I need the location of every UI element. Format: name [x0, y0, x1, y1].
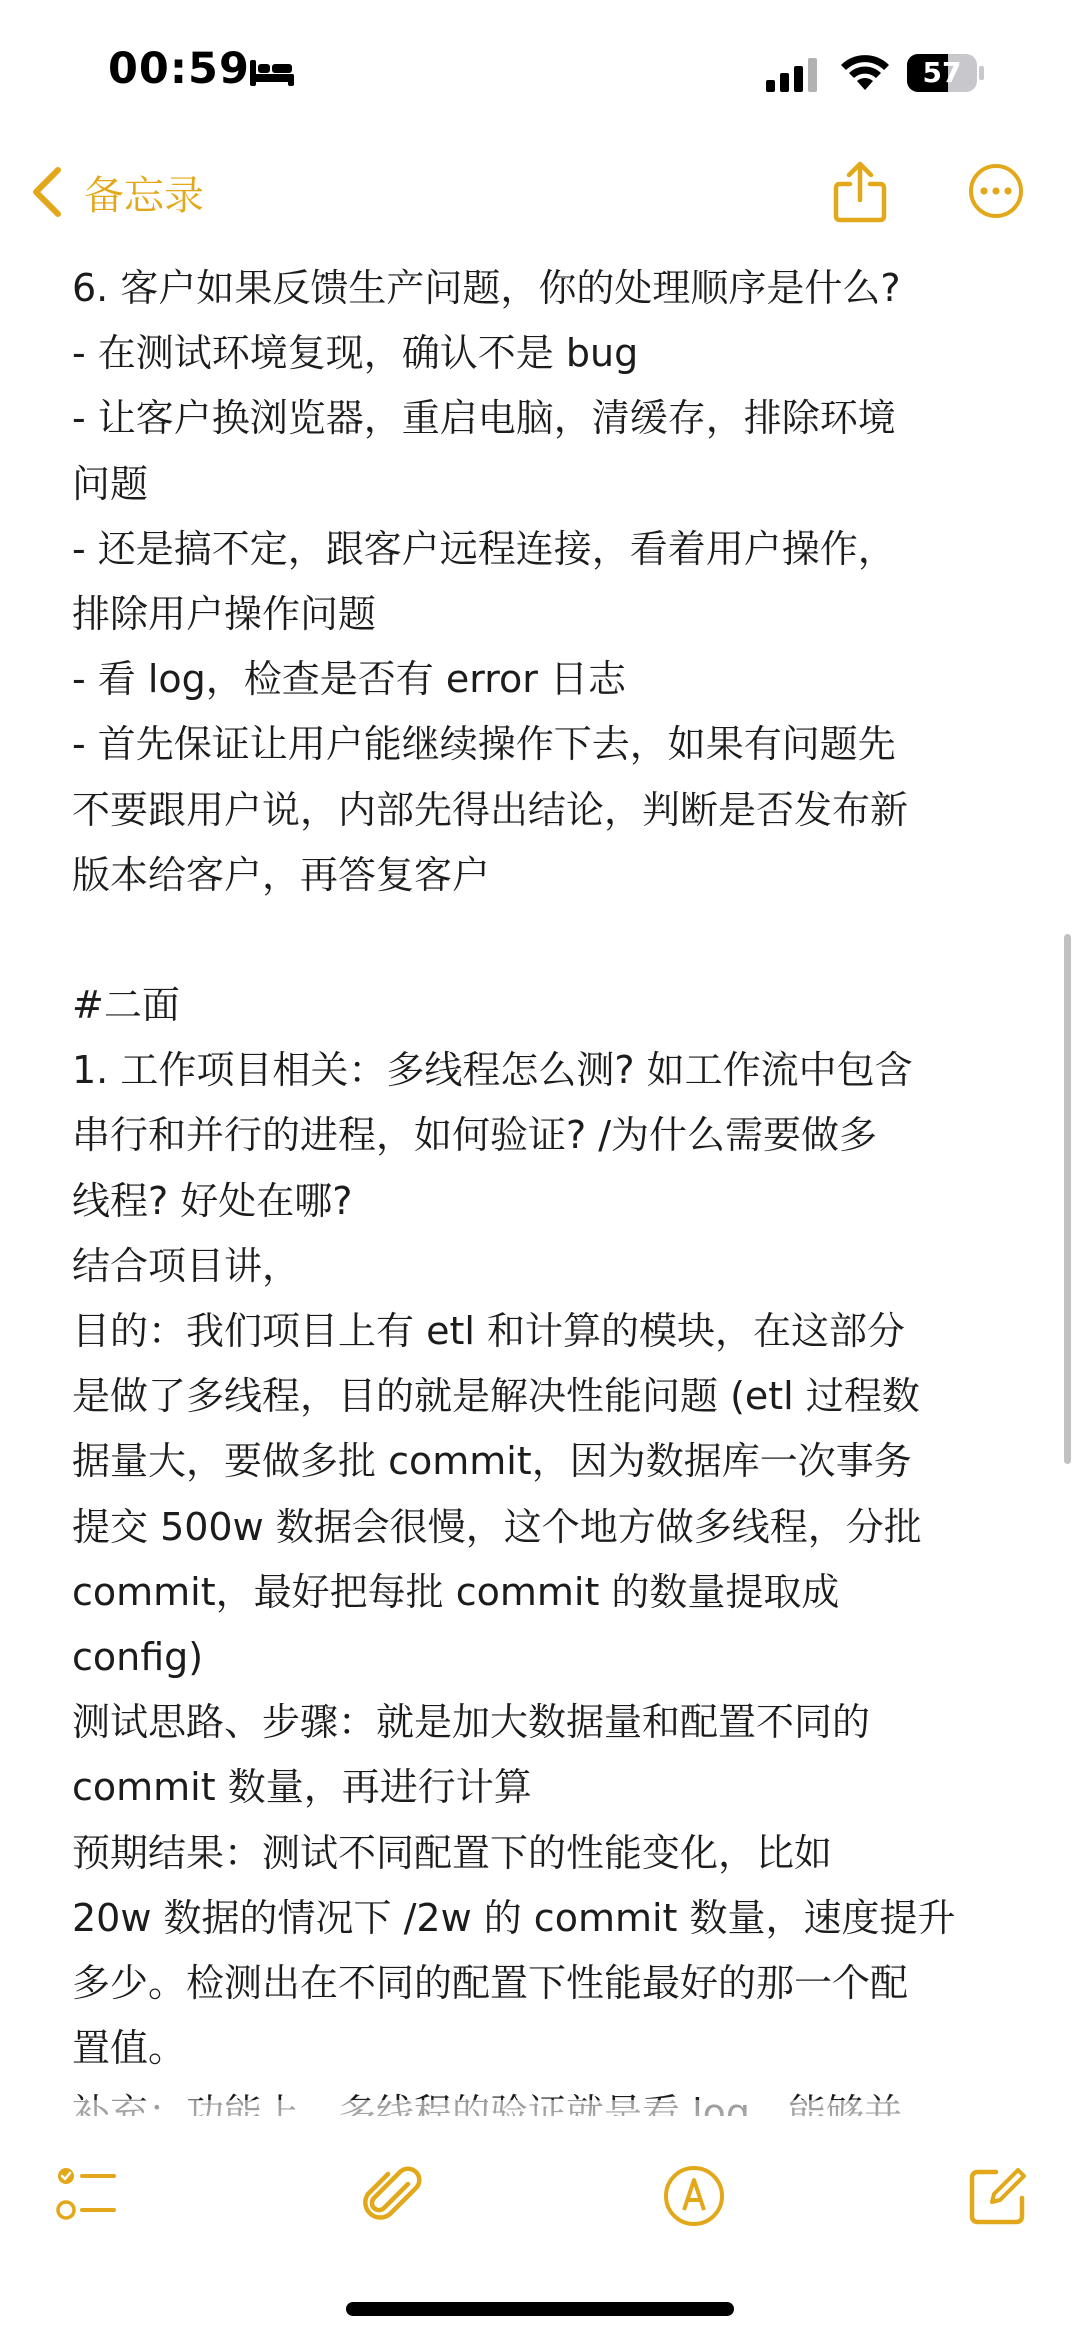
bed-icon	[248, 56, 296, 88]
note-heading: #二面	[72, 983, 180, 1028]
note-line: 线程? 好处在哪?	[72, 1178, 353, 1223]
note-line: 据量大，要做多批 commit，因为数据库一次事务	[72, 1439, 912, 1484]
markup-pen-icon[interactable]	[662, 2164, 726, 2228]
scroll-indicator[interactable]	[1064, 934, 1071, 1464]
note-line: 排除用户操作问题	[72, 591, 377, 636]
note-line: 多少。检测出在不同的配置下性能最好的那一个配	[72, 1960, 909, 2005]
note-line: 问题	[72, 461, 149, 506]
note-line: 串行和并行的进程，如何验证? /为什么需要做多	[72, 1113, 878, 1158]
note-line: config)	[72, 1634, 204, 1679]
note-line: 是做了多线程，目的就是解决性能问题 (etl 过程数	[72, 1374, 920, 1419]
home-indicator[interactable]	[346, 2302, 734, 2316]
share-icon[interactable]	[832, 160, 888, 224]
checklist-icon[interactable]	[54, 2164, 118, 2228]
note-line-blank	[72, 908, 1012, 973]
status-bar	[0, 0, 1080, 140]
battery-icon	[906, 52, 986, 94]
note-line: - 看 log，检查是否有 error 日志	[72, 657, 626, 702]
note-line: 预期结果：测试不同配置下的性能变化，比如	[72, 1830, 833, 1875]
note-line: 版本给客户，再答复客户	[72, 852, 491, 897]
note-line: 不要跟用户说，内部先得出结论，判断是否发布新	[72, 787, 909, 832]
note-line: - 让客户换浏览器，重启电脑，清缓存，排除环境	[72, 396, 896, 441]
note-line: commit，最好把每批 commit 的数量提取成	[72, 1569, 840, 1614]
cellular-signal-icon	[766, 58, 820, 92]
back-button-label: 备忘录	[84, 172, 204, 219]
back-button[interactable]	[30, 162, 204, 222]
status-time: 00:59	[108, 44, 250, 94]
note-line: commit 数量，再进行计算	[72, 1765, 532, 1810]
note-body[interactable]	[72, 256, 1012, 2116]
chevron-left-icon	[30, 166, 64, 218]
note-line: 6. 客户如果反馈生产问题，你的处理顺序是什么?	[72, 266, 901, 310]
note-line: 测试思路、步骤：就是加大数据量和配置不同的	[72, 1700, 871, 1745]
note-line: - 在测试环境复现，确认不是 bug	[72, 331, 639, 376]
note-line: - 首先保证让用户能继续操作下去，如果有问题先	[72, 722, 896, 767]
note-line: 提交 500w 数据会很慢，这个地方做多线程，分批	[72, 1504, 922, 1549]
note-line: 目的：我们项目上有 etl 和计算的模块，在这部分	[72, 1309, 905, 1353]
note-line: 置值。	[72, 2026, 187, 2071]
note-line: - 还是搞不定，跟客户远程连接，看着用户操作，	[72, 526, 896, 571]
note-line: 结合项目讲，	[72, 1243, 301, 1288]
battery-level: 57	[922, 56, 962, 89]
note-line: 20w 数据的情况下 /2w 的 commit 数量，速度提升	[72, 1895, 956, 1940]
more-options-icon[interactable]	[968, 163, 1024, 219]
compose-icon[interactable]	[966, 2164, 1030, 2228]
wifi-icon	[840, 54, 890, 92]
paperclip-icon[interactable]	[362, 2164, 426, 2228]
note-line: 1. 工作项目相关：多线程怎么测? 如工作流中包含	[72, 1048, 913, 1093]
